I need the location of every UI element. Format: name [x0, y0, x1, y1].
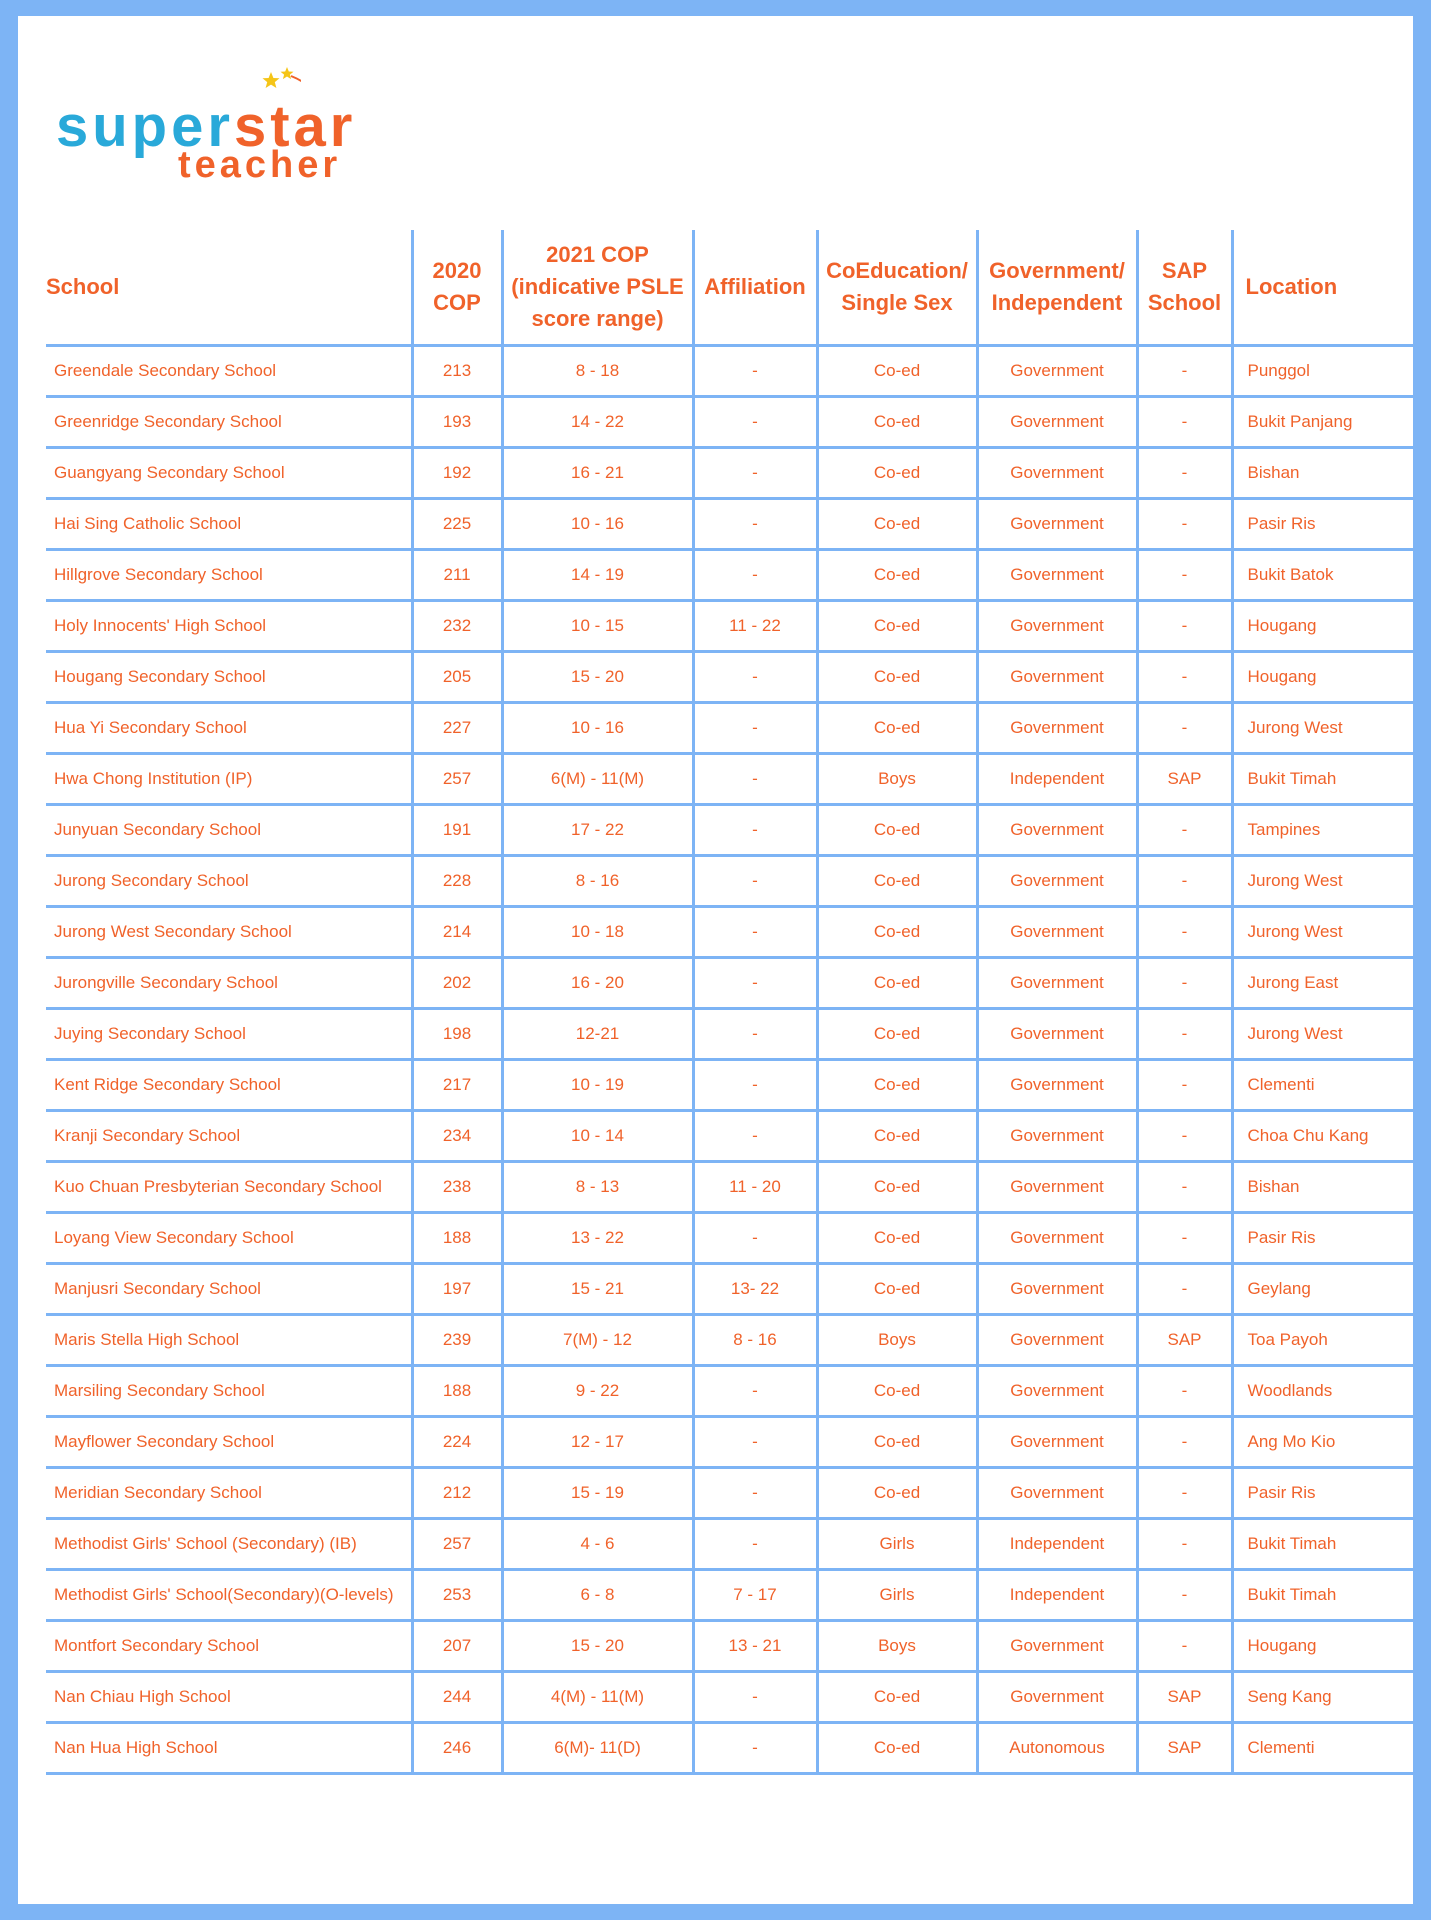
cell-cop-2020: 207	[412, 1621, 502, 1672]
cell-school: Marsiling Secondary School	[46, 1366, 412, 1417]
cell-affiliation: -	[693, 1417, 817, 1468]
cell-school: Methodist Girls' School (Secondary) (IB)	[46, 1519, 412, 1570]
cell-location: Bukit Batok	[1232, 550, 1415, 601]
cell-coeducation: Co-ed	[817, 958, 977, 1009]
cell-coeducation: Co-ed	[817, 499, 977, 550]
cell-cop-2020: 191	[412, 805, 502, 856]
cell-school: Hai Sing Catholic School	[46, 499, 412, 550]
cell-government: Government	[977, 346, 1137, 397]
cell-cop-2021: 14 - 22	[502, 397, 693, 448]
table-row	[46, 1621, 1415, 1672]
cell-affiliation: -	[693, 1060, 817, 1111]
cell-sap: SAP	[1137, 1315, 1232, 1366]
cell-cop-2021: 6 - 8	[502, 1570, 693, 1621]
cell-coeducation: Co-ed	[817, 703, 977, 754]
cell-sap: SAP	[1137, 1723, 1232, 1774]
cell-cop-2021: 10 - 19	[502, 1060, 693, 1111]
cell-cop-2021: 10 - 16	[502, 703, 693, 754]
table-row	[46, 754, 1415, 805]
cell-cop-2020: 197	[412, 1264, 502, 1315]
cell-coeducation: Co-ed	[817, 601, 977, 652]
header-affiliation: Affiliation	[693, 230, 817, 346]
cell-affiliation: -	[693, 1009, 817, 1060]
cell-sap: -	[1137, 1366, 1232, 1417]
cell-sap: -	[1137, 601, 1232, 652]
header-government	[977, 230, 1137, 346]
cell-cop-2021: 6(M) - 11(M)	[502, 754, 693, 805]
cell-location: Hougang	[1232, 601, 1415, 652]
cell-affiliation: 8 - 16	[693, 1315, 817, 1366]
cell-government: Government	[977, 1315, 1137, 1366]
cell-school: Hwa Chong Institution (IP)	[46, 754, 412, 805]
cell-affiliation: -	[693, 1672, 817, 1723]
table-row	[46, 1672, 1415, 1723]
cell-school: Hillgrove Secondary School	[46, 550, 412, 601]
cell-sap: -	[1137, 1621, 1232, 1672]
cell-coeducation: Co-ed	[817, 550, 977, 601]
cell-government: Government	[977, 448, 1137, 499]
cell-sap: -	[1137, 1570, 1232, 1621]
header-cop-2021-line3: score range)	[531, 305, 664, 331]
cell-location: Jurong West	[1232, 907, 1415, 958]
cell-cop-2021: 15 - 20	[502, 652, 693, 703]
cell-cop-2021: 15 - 20	[502, 1621, 693, 1672]
cell-cop-2020: 193	[412, 397, 502, 448]
cell-affiliation: -	[693, 907, 817, 958]
cell-coeducation: Co-ed	[817, 1264, 977, 1315]
cell-affiliation: 13 - 21	[693, 1621, 817, 1672]
logo-star: star	[233, 94, 357, 159]
table-row	[46, 1060, 1415, 1111]
cell-affiliation: -	[693, 1213, 817, 1264]
table-row	[46, 703, 1415, 754]
cell-school: Holy Innocents' High School	[46, 601, 412, 652]
table-row	[46, 1519, 1415, 1570]
header-cop-2020-line1: 2020	[432, 258, 482, 284]
table-row	[46, 1366, 1415, 1417]
cell-cop-2021: 17 - 22	[502, 805, 693, 856]
cell-sap: -	[1137, 499, 1232, 550]
cell-cop-2020: 213	[412, 346, 502, 397]
cell-coeducation: Boys	[817, 754, 977, 805]
header-sap-line2: School	[1147, 290, 1222, 315]
cell-school: Nan Chiau High School	[46, 1672, 412, 1723]
header-cop-2021-line2: (indicative PSLE	[511, 274, 684, 300]
cell-sap: SAP	[1137, 1672, 1232, 1723]
cell-government: Government	[977, 1111, 1137, 1162]
cell-sap: -	[1137, 805, 1232, 856]
cell-cop-2021: 8 - 16	[502, 856, 693, 907]
cell-sap: -	[1137, 1009, 1232, 1060]
cell-coeducation: Girls	[817, 1519, 977, 1570]
cell-cop-2021: 14 - 19	[502, 550, 693, 601]
table-row	[46, 499, 1415, 550]
cell-location: Jurong West	[1232, 1009, 1415, 1060]
cell-sap: -	[1137, 907, 1232, 958]
cell-school: Hougang Secondary School	[46, 652, 412, 703]
header-location: Location	[1232, 230, 1415, 346]
cell-government: Government	[977, 397, 1137, 448]
cell-school: Kent Ridge Secondary School	[46, 1060, 412, 1111]
cell-coeducation: Boys	[817, 1315, 977, 1366]
cell-cop-2020: 198	[412, 1009, 502, 1060]
cell-affiliation: -	[693, 550, 817, 601]
cell-school: Kranji Secondary School	[46, 1111, 412, 1162]
cell-government: Government	[977, 601, 1137, 652]
cell-coeducation: Co-ed	[817, 1672, 977, 1723]
cell-location: Bukit Timah	[1232, 1519, 1415, 1570]
cell-school: Montfort Secondary School	[46, 1621, 412, 1672]
table-row	[46, 346, 1415, 397]
cell-location: Choa Chu Kang	[1232, 1111, 1415, 1162]
cell-cop-2021: 9 - 22	[502, 1366, 693, 1417]
cell-school: Maris Stella High School	[46, 1315, 412, 1366]
cell-sap: -	[1137, 1213, 1232, 1264]
cell-coeducation: Girls	[817, 1570, 977, 1621]
cell-cop-2020: 228	[412, 856, 502, 907]
cell-government: Government	[977, 1621, 1137, 1672]
table-row	[46, 907, 1415, 958]
cell-cop-2020: 225	[412, 499, 502, 550]
cell-cop-2021: 8 - 13	[502, 1162, 693, 1213]
table-row	[46, 601, 1415, 652]
header-coeducation	[817, 230, 977, 346]
cell-cop-2020: 227	[412, 703, 502, 754]
cell-government: Government	[977, 856, 1137, 907]
header-gov-line2: Independent	[991, 290, 1123, 315]
cell-cop-2021: 15 - 19	[502, 1468, 693, 1519]
cell-affiliation: 7 - 17	[693, 1570, 817, 1621]
cell-government: Government	[977, 958, 1137, 1009]
table-row	[46, 1264, 1415, 1315]
cell-cop-2020: 211	[412, 550, 502, 601]
cell-affiliation: -	[693, 1723, 817, 1774]
table-row	[46, 397, 1415, 448]
cell-location: Bukit Panjang	[1232, 397, 1415, 448]
cell-location: Toa Payoh	[1232, 1315, 1415, 1366]
cell-cop-2021: 16 - 21	[502, 448, 693, 499]
cell-cop-2021: 4(M) - 11(M)	[502, 1672, 693, 1723]
cell-coeducation: Co-ed	[817, 1468, 977, 1519]
table-row	[46, 1213, 1415, 1264]
cell-government: Government	[977, 499, 1137, 550]
cell-school: Hua Yi Secondary School	[46, 703, 412, 754]
cell-government: Government	[977, 1162, 1137, 1213]
cell-school: Loyang View Secondary School	[46, 1213, 412, 1264]
cell-cop-2021: 4 - 6	[502, 1519, 693, 1570]
cell-location: Pasir Ris	[1232, 1213, 1415, 1264]
cell-school: Jurong West Secondary School	[46, 907, 412, 958]
cell-school: Methodist Girls' School(Secondary)(O-levels)	[46, 1570, 412, 1621]
cell-sap: -	[1137, 856, 1232, 907]
cell-government: Independent	[977, 1570, 1137, 1621]
cell-government: Government	[977, 1060, 1137, 1111]
cell-cop-2020: 257	[412, 754, 502, 805]
cell-government: Government	[977, 1264, 1137, 1315]
cell-cop-2020: 244	[412, 1672, 502, 1723]
cell-affiliation: -	[693, 397, 817, 448]
cell-affiliation: -	[693, 754, 817, 805]
cell-location: Pasir Ris	[1232, 1468, 1415, 1519]
cell-coeducation: Co-ed	[817, 1417, 977, 1468]
cell-location: Jurong West	[1232, 856, 1415, 907]
cell-government: Government	[977, 1213, 1137, 1264]
cell-government: Government	[977, 1468, 1137, 1519]
cell-school: Manjusri Secondary School	[46, 1264, 412, 1315]
cell-cop-2020: 224	[412, 1417, 502, 1468]
table-body	[46, 346, 1415, 1774]
cell-cop-2021: 10 - 14	[502, 1111, 693, 1162]
table-row	[46, 652, 1415, 703]
cell-sap: -	[1137, 1264, 1232, 1315]
cell-sap: -	[1137, 1519, 1232, 1570]
cell-affiliation: -	[693, 499, 817, 550]
cell-sap: -	[1137, 958, 1232, 1009]
cell-coeducation: Co-ed	[817, 1111, 977, 1162]
cell-location: Clementi	[1232, 1060, 1415, 1111]
cell-location: Bishan	[1232, 448, 1415, 499]
cell-cop-2020: 205	[412, 652, 502, 703]
logo-super: super	[56, 94, 234, 159]
cell-coeducation: Co-ed	[817, 1009, 977, 1060]
header-coed-line1: CoEducation/	[826, 258, 968, 284]
cell-cop-2020: 234	[412, 1111, 502, 1162]
cell-coeducation: Co-ed	[817, 346, 977, 397]
cell-cop-2021: 6(M)- 11(D)	[502, 1723, 693, 1774]
cell-coeducation: Co-ed	[817, 652, 977, 703]
table-row	[46, 1162, 1415, 1213]
cell-cop-2020: 253	[412, 1570, 502, 1621]
cell-cop-2020: 214	[412, 907, 502, 958]
cell-sap: -	[1137, 1060, 1232, 1111]
table-row	[46, 550, 1415, 601]
table-row	[46, 1570, 1415, 1621]
page	[18, 16, 1413, 1904]
cell-cop-2020: 202	[412, 958, 502, 1009]
table-row	[46, 1468, 1415, 1519]
cell-sap: -	[1137, 1417, 1232, 1468]
cell-location: Ang Mo Kio	[1232, 1417, 1415, 1468]
cell-cop-2020: 188	[412, 1213, 502, 1264]
cell-sap: -	[1137, 652, 1232, 703]
cell-location: Jurong East	[1232, 958, 1415, 1009]
cell-affiliation: -	[693, 1366, 817, 1417]
cell-cop-2020: 239	[412, 1315, 502, 1366]
cell-sap: -	[1137, 1468, 1232, 1519]
cell-government: Government	[977, 1672, 1137, 1723]
cell-cop-2021: 10 - 15	[502, 601, 693, 652]
cell-government: Government	[977, 703, 1137, 754]
cell-government: Independent	[977, 1519, 1137, 1570]
cell-location: Hougang	[1232, 1621, 1415, 1672]
header-sap-line1: SAP	[1161, 258, 1208, 284]
cell-sap: -	[1137, 703, 1232, 754]
cell-affiliation: -	[693, 1519, 817, 1570]
header-coed-line2: Single Sex	[841, 290, 953, 315]
table-row	[46, 805, 1415, 856]
cell-location: Clementi	[1232, 1723, 1415, 1774]
cell-cop-2021: 13 - 22	[502, 1213, 693, 1264]
cell-government: Government	[977, 805, 1137, 856]
cell-government: Government	[977, 1366, 1137, 1417]
cell-affiliation: -	[693, 856, 817, 907]
cell-coeducation: Boys	[817, 1621, 977, 1672]
cell-school: Mayflower Secondary School	[46, 1417, 412, 1468]
cell-school: Meridian Secondary School	[46, 1468, 412, 1519]
cell-location: Bukit Timah	[1232, 754, 1415, 805]
cell-affiliation: -	[693, 448, 817, 499]
cell-sap: -	[1137, 1111, 1232, 1162]
cell-location: Bukit Timah	[1232, 1570, 1415, 1621]
table-row	[46, 856, 1415, 907]
cell-coeducation: Co-ed	[817, 1162, 977, 1213]
star-icon	[261, 66, 301, 96]
cell-coeducation: Co-ed	[817, 1213, 977, 1264]
cell-coeducation: Co-ed	[817, 1723, 977, 1774]
header-cop-2021	[502, 230, 693, 346]
cell-affiliation: 13- 22	[693, 1264, 817, 1315]
cell-location: Pasir Ris	[1232, 499, 1415, 550]
cell-affiliation: -	[693, 703, 817, 754]
cell-cop-2021: 10 - 16	[502, 499, 693, 550]
cell-school: Kuo Chuan Presbyterian Secondary School	[46, 1162, 412, 1213]
cell-sap: -	[1137, 397, 1232, 448]
cell-cop-2020: 246	[412, 1723, 502, 1774]
cell-affiliation: 11 - 22	[693, 601, 817, 652]
cell-cop-2021: 7(M) - 12	[502, 1315, 693, 1366]
cell-affiliation: -	[693, 346, 817, 397]
superstar-teacher-logo	[56, 48, 357, 186]
header-cop-2021-line1: 2021 COP	[546, 242, 649, 268]
cell-cop-2021: 12-21	[502, 1009, 693, 1060]
table-row	[46, 1723, 1415, 1774]
cell-cop-2020: 192	[412, 448, 502, 499]
cell-coeducation: Co-ed	[817, 805, 977, 856]
cell-affiliation: -	[693, 1111, 817, 1162]
table-row	[46, 958, 1415, 1009]
cell-coeducation: Co-ed	[817, 907, 977, 958]
cell-government: Government	[977, 1417, 1137, 1468]
cell-school: Greenridge Secondary School	[46, 397, 412, 448]
logo-teacher: teacher	[178, 144, 342, 186]
cell-school: Junyuan Secondary School	[46, 805, 412, 856]
cell-school: Jurong Secondary School	[46, 856, 412, 907]
cell-coeducation: Co-ed	[817, 397, 977, 448]
header-gov-line1: Government/	[989, 258, 1125, 284]
cell-location: Hougang	[1232, 652, 1415, 703]
cell-government: Government	[977, 550, 1137, 601]
header-cop-2020	[412, 230, 502, 346]
cell-location: Seng Kang	[1232, 1672, 1415, 1723]
table-header-row	[46, 230, 1415, 346]
cell-government: Government	[977, 907, 1137, 958]
cell-school: Nan Hua High School	[46, 1723, 412, 1774]
cell-affiliation: -	[693, 805, 817, 856]
cell-sap: -	[1137, 1162, 1232, 1213]
cell-cop-2021: 10 - 18	[502, 907, 693, 958]
cell-affiliation: -	[693, 958, 817, 1009]
cell-government: Independent	[977, 754, 1137, 805]
header-school: School	[46, 230, 412, 346]
cell-school: Guangyang Secondary School	[46, 448, 412, 499]
cell-sap: -	[1137, 448, 1232, 499]
cell-government: Autonomous	[977, 1723, 1137, 1774]
table-row	[46, 448, 1415, 499]
cell-cop-2021: 16 - 20	[502, 958, 693, 1009]
cell-cop-2020: 188	[412, 1366, 502, 1417]
cell-location: Tampines	[1232, 805, 1415, 856]
cell-coeducation: Co-ed	[817, 1060, 977, 1111]
cell-cop-2021: 15 - 21	[502, 1264, 693, 1315]
header-sap	[1137, 230, 1232, 346]
table-row	[46, 1009, 1415, 1060]
cell-affiliation: -	[693, 1468, 817, 1519]
cell-sap: -	[1137, 550, 1232, 601]
cell-affiliation: 11 - 20	[693, 1162, 817, 1213]
cell-sap: SAP	[1137, 754, 1232, 805]
cell-coeducation: Co-ed	[817, 448, 977, 499]
table-row	[46, 1315, 1415, 1366]
cell-government: Government	[977, 652, 1137, 703]
cell-sap: -	[1137, 346, 1232, 397]
cell-location: Jurong West	[1232, 703, 1415, 754]
cell-affiliation: -	[693, 652, 817, 703]
cell-coeducation: Co-ed	[817, 1366, 977, 1417]
cell-cop-2020: 212	[412, 1468, 502, 1519]
cell-school: Greendale Secondary School	[46, 346, 412, 397]
cell-school: Juying Secondary School	[46, 1009, 412, 1060]
schools-table	[46, 230, 1415, 1775]
cell-school: Jurongville Secondary School	[46, 958, 412, 1009]
cell-location: Bishan	[1232, 1162, 1415, 1213]
table-row	[46, 1111, 1415, 1162]
cell-cop-2020: 232	[412, 601, 502, 652]
cell-cop-2021: 8 - 18	[502, 346, 693, 397]
table-row	[46, 1417, 1415, 1468]
cell-location: Woodlands	[1232, 1366, 1415, 1417]
cell-location: Geylang	[1232, 1264, 1415, 1315]
header-cop-2020-line2: COP	[433, 290, 481, 315]
cell-cop-2020: 238	[412, 1162, 502, 1213]
cell-government: Government	[977, 1009, 1137, 1060]
cell-cop-2020: 257	[412, 1519, 502, 1570]
cell-cop-2020: 217	[412, 1060, 502, 1111]
cell-coeducation: Co-ed	[817, 856, 977, 907]
cell-location: Punggol	[1232, 346, 1415, 397]
cell-cop-2021: 12 - 17	[502, 1417, 693, 1468]
